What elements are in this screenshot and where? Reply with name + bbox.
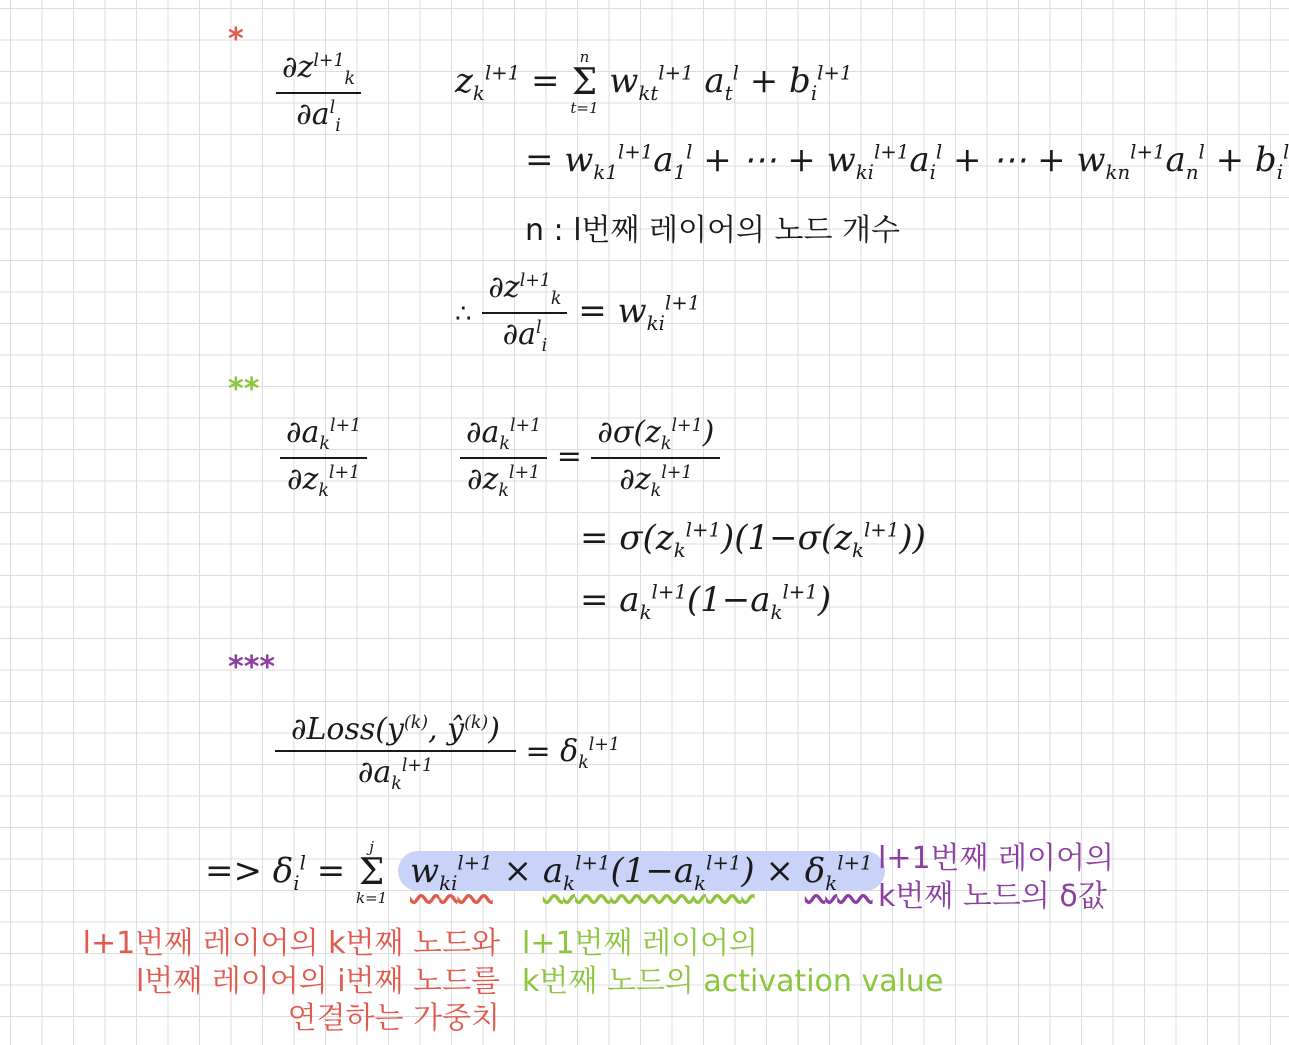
sigmoid-derivative-line1: $\frac{\partial a_k^{l+1}}{\partial z_k^{l+1}}$ = $\frac{\partial\sigma(z_k^{l+1})}{\partial z_k^{l+1}}$: [460, 415, 720, 501]
annotation-green-line1: l+1번째 레이어의: [522, 926, 758, 961]
annotation-red-line2: l번째 레이어의 i번째 노드를: [135, 963, 500, 999]
section2-header-fraction: $\frac{\partial a_k^{l+1}}{\partial z_k^{l+1}}$: [280, 415, 367, 501]
annotation-red-line3: 연결하는 가중치: [287, 1001, 500, 1036]
annotation-red: [80, 925, 500, 1038]
activation-term: $a_k^{l+1}(1-a_k^{l+1})$: [542, 851, 755, 895]
annotation-purple: [878, 840, 1114, 915]
therefore-symbol: ∴: [455, 299, 472, 329]
annotation-purple-line1: l+1번째 레이어의: [878, 841, 1114, 876]
annotation-purple-line2: k번째 노드의 δ값: [878, 878, 1107, 914]
annotation-green-line2: k번째 노드의 activation value: [522, 963, 944, 999]
loss-derivative: $\frac{\partial Loss(y^{(k)}, ŷ^{(k)})}{\partial a_k^{l+1}}$ = $\delta_k^{l+1}$: [275, 712, 620, 794]
z-definition-line2: = $w_{k1}^{l+1}a_1^l$ + ⋯ + $w_{ki}^{l+1}a_i^l$ + ⋯ + $w_{kn}^{l+1}a_n^l + b_i^l$: [525, 140, 1289, 184]
node-count-note: n : l번째 레이어의 노드 개수: [525, 213, 900, 248]
sigmoid-derivative-line3: = $a_k^{l+1}(1-a_k^{l+1})$: [580, 580, 832, 624]
highlighted-product: $w_{ki}^{l+1} \times a_k^{l+1}(1-a_k^{l+1}) \times \delta_k^{l+1}$: [398, 851, 885, 891]
section2-marker: **: [228, 372, 260, 407]
annotation-green: [522, 925, 943, 1000]
section3-marker: ***: [228, 650, 276, 685]
section1-header-fraction: $\frac{\partial z^{l+1}_k}{\partial a^l_i}$: [276, 50, 361, 136]
sigmoid-derivative-line2: = $\sigma(z_k^{l+1})(1-\sigma(z_k^{l+1}))$: [580, 518, 926, 562]
delta-term: $\delta_k^{l+1}$: [804, 851, 873, 895]
z-definition-line1: $z_k^{l+1}$ = n Σ t=1 $w_{kt}^{l+1}$ $a_t^l + b_i^{l+1}$: [455, 48, 853, 117]
weight-term: $w_{ki}^{l+1}$: [410, 851, 493, 895]
delta-formula: => $\delta_i^l$ = j Σ k=1 $w_{ki}^{l+1} \times a_k^{l+1}(1-a_k^{l+1}) \times \delta_k^{l+1}$: [205, 840, 885, 906]
section1-marker: *: [228, 22, 244, 57]
implies-arrow: =>: [205, 851, 262, 891]
section1-result: ∴ $\frac{\partial z^{l+1}_k}{\partial a^l_i}$ = $w_{ki}^{l+1}$: [455, 270, 701, 356]
annotation-red-line1: l+1번째 레이어의 k번째 노드와: [82, 926, 500, 961]
